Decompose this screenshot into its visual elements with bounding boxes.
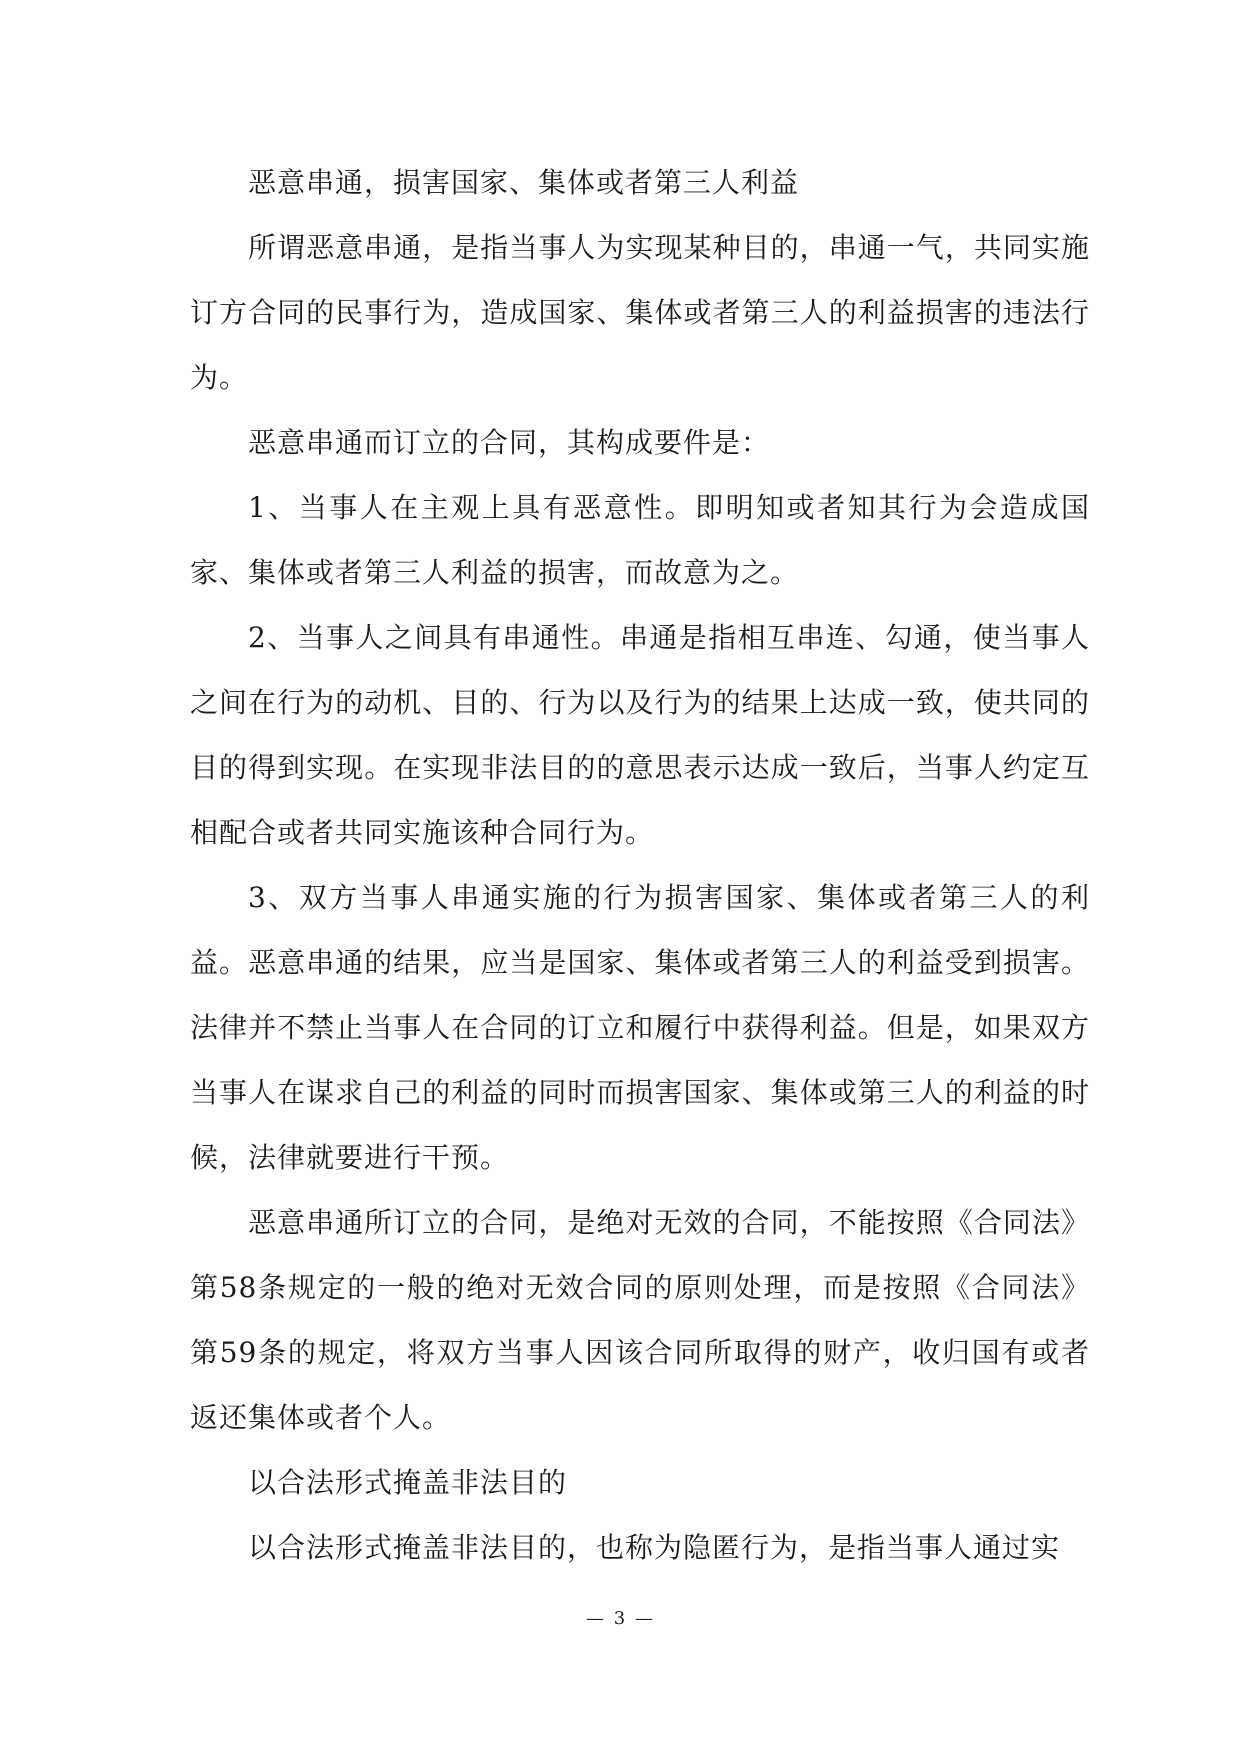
paragraph-heading-collusion: 恶意串通，损害国家、集体或者第三人利益 xyxy=(248,166,800,199)
paragraph-collusion-definition: 所谓恶意串通，是指当事人为实现某种目的，串通一气，共同实施订方合同的民事行为，造成国家、集体或者第三人的利益损害的违法行为。 xyxy=(190,231,1090,394)
paragraph-concealment-definition: 以合法形式掩盖非法目的，也称为隐匿行为，是指当事人通过实 xyxy=(248,1531,1061,1564)
document-body xyxy=(190,150,1090,1580)
paragraph-invalid-contract: 恶意串通所订立的合同，是绝对无效的合同，不能按照《合同法》第58条规定的一般的绝对无效合同的原则处理，而是按照《合同法》第59条的规定，将双方当事人因该合同所取得的财产，收归国有或者返还集体或者个人。 xyxy=(190,1206,1090,1434)
paragraph-element-1: 1、当事人在主观上具有恶意性。即明知或者知其行为会造成国家、集体或者第三人利益的损害，而故意为之。 xyxy=(190,491,1090,589)
paragraph-element-3: 3、双方当事人串通实施的行为损害国家、集体或者第三人的利益。恶意串通的结果，应当是国家、集体或者第三人的利益受到损害。法律并不禁止当事人在合同的订立和履行中获得利益。但是，如果双方当事人在谋求自己的利益的同时而损害国家、集体或第三人的利益的时候，法律就要进行干预。 xyxy=(190,881,1090,1174)
page-number: — 3 — xyxy=(586,1608,655,1629)
paragraph-elements-intro: 恶意串通而订立的合同，其构成要件是： xyxy=(248,426,771,459)
paragraph-element-2: 2、当事人之间具有串通性。串通是指相互串连、勾通，使当事人之间在行为的动机、目的、行为以及行为的结果上达成一致，使共同的目的得到实现。在实现非法目的的意思表示达成一致后，当事人约定互相配合或者共同实施该种合同行为。 xyxy=(190,621,1090,849)
paragraph-heading-concealment: 以合法形式掩盖非法目的 xyxy=(248,1466,568,1499)
